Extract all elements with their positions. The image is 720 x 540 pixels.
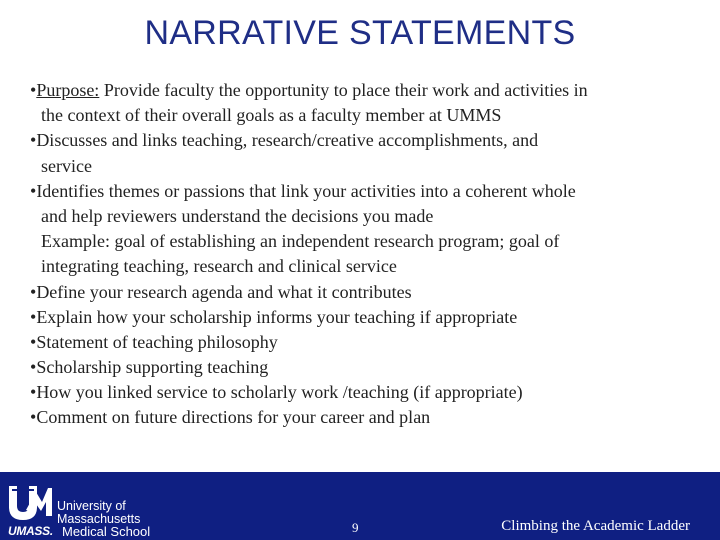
- list-item: [30, 405, 710, 430]
- list-item: [30, 179, 710, 204]
- page-number: 9: [352, 520, 359, 535]
- logo-line-university: University of: [57, 499, 126, 513]
- logo-line-medical-school: Medical School: [62, 524, 151, 539]
- bullet-text: Identifies themes or passions that link your activities into a coherent whole: [36, 180, 576, 201]
- bullet-text-continued: and help reviewers understand the decisions you made: [41, 205, 434, 226]
- bullet: •: [30, 407, 37, 428]
- bullet-text: How you linked service to scholarly work /teaching (if appropriate): [36, 382, 523, 403]
- umass-medical-logo: [6, 480, 156, 539]
- bullet-text: Provide faculty the opportunity to place their work and activities in: [99, 80, 588, 100]
- bullet-text-continued: the context of their overall goals as a faculty member at UMMS: [41, 105, 502, 126]
- list-item: [30, 78, 710, 103]
- purpose-label: Purpose:: [36, 80, 100, 100]
- bullet: •: [30, 357, 37, 378]
- bullet-text: Scholarship supporting teaching: [36, 357, 269, 378]
- bullet-text: Discusses and links teaching, research/creative accomplishments, and: [36, 130, 539, 151]
- logo-line-massachusetts: Massachusetts: [57, 511, 141, 526]
- bullet-text: Explain how your scholarship informs your teaching if appropriate: [36, 306, 518, 327]
- bullet-text: Comment on future directions for your career and plan: [36, 407, 431, 428]
- bullet: •: [30, 331, 37, 352]
- bullet: •: [30, 180, 37, 201]
- footer-bar: [0, 472, 720, 540]
- example-text-continued: integrating teaching, research and clinical service: [41, 256, 397, 277]
- list-item: [30, 128, 710, 153]
- bullet-text-continued: service: [41, 155, 92, 176]
- bullet-list: [30, 78, 710, 431]
- bullet: •: [30, 382, 37, 403]
- bullet: •: [30, 130, 37, 151]
- example-text: Example: goal of establishing an independent research program; goal of: [41, 231, 560, 252]
- bullet: •: [30, 80, 37, 100]
- footer-caption: Climbing the Academic Ladder: [501, 518, 690, 534]
- list-item: [30, 305, 710, 330]
- bullet: •: [30, 281, 37, 302]
- bullet: •: [30, 306, 37, 327]
- logo-umass-mark: UMASS.: [8, 524, 53, 538]
- slide-title: NARRATIVE STATEMENTS: [144, 14, 576, 52]
- list-item: [30, 380, 710, 405]
- logo-university-text: [57, 500, 140, 525]
- umass-emblem-icon: [6, 480, 54, 524]
- bullet-text: Define your research agenda and what it contributes: [36, 281, 412, 302]
- bullet-text: Statement of teaching philosophy: [36, 331, 278, 352]
- list-item: [30, 330, 710, 355]
- list-item: [30, 355, 710, 380]
- list-item: [30, 280, 710, 305]
